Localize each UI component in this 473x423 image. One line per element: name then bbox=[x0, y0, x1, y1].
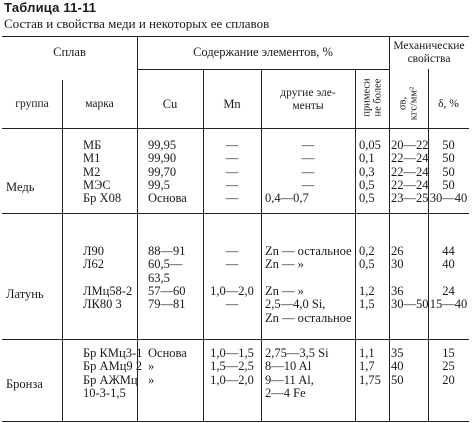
cell-mn: — bbox=[225, 191, 239, 206]
cell-sigma: 30—50 bbox=[391, 297, 429, 312]
col-rule-impurities bbox=[389, 36, 390, 421]
cell-cu: Основа bbox=[148, 191, 187, 206]
cell-impurities: 0,5 bbox=[359, 257, 375, 272]
cell-mn: — bbox=[225, 177, 239, 192]
cell-mn: — bbox=[225, 257, 239, 272]
cell-grade: М1 bbox=[83, 151, 101, 166]
cell-delta: 50 bbox=[442, 177, 455, 192]
cell-other: Zn — остальное bbox=[265, 244, 352, 258]
cell-delta: 50 bbox=[442, 164, 455, 179]
cell-other: 2—4 Fe bbox=[265, 385, 306, 400]
table-top-rule bbox=[2, 36, 469, 37]
cell-impurities: 0,05 bbox=[359, 138, 381, 152]
cell-impurities: 0,3 bbox=[359, 164, 375, 179]
cell-sigma: 22—24 bbox=[391, 177, 429, 192]
group-label: Латунь bbox=[6, 287, 44, 301]
cell-grade: ЛМц58-2 bbox=[83, 283, 133, 298]
group-separator-brass bbox=[2, 339, 469, 340]
cell-cu: 63,5 bbox=[148, 270, 170, 285]
cell-grade: Л90 bbox=[83, 244, 104, 258]
cell-cu: Основа bbox=[148, 346, 187, 360]
cell-mn: 1,0—1,5 bbox=[210, 346, 254, 360]
cell-impurities: 0,5 bbox=[359, 191, 375, 206]
cell-cu: » bbox=[148, 372, 155, 387]
cell-delta: 20 bbox=[442, 372, 455, 387]
header-mn: Mn bbox=[223, 97, 241, 111]
cell-sigma: 26 bbox=[391, 244, 404, 258]
cell-delta: 24 bbox=[442, 283, 455, 298]
header-mech-line1: Механические bbox=[393, 40, 465, 52]
cell-delta: 40 bbox=[442, 257, 455, 272]
header-other-line2: менты bbox=[292, 100, 324, 112]
cell-cu: 99,5 bbox=[148, 177, 170, 192]
header-divider bbox=[137, 69, 389, 70]
cell-delta: 30—40 bbox=[429, 191, 468, 206]
cell-grade: Бр КМц3-1 bbox=[83, 346, 143, 360]
cell-sigma: 50 bbox=[391, 372, 404, 387]
cell-cu: 99,95 bbox=[148, 138, 177, 152]
cell-sigma: 23—25 bbox=[391, 191, 429, 206]
cell-other: — bbox=[301, 164, 315, 179]
cell-mn: — bbox=[225, 244, 239, 258]
cell-sigma: 22—24 bbox=[391, 164, 429, 179]
cell-other: 2,75—3,5 Si bbox=[265, 346, 329, 360]
cell-impurities: 0,5 bbox=[359, 177, 375, 192]
cell-sigma: 36 bbox=[391, 283, 404, 298]
cell-impurities: 1,2 bbox=[359, 283, 375, 298]
group-label: Медь bbox=[6, 180, 35, 194]
cell-grade: 10-3-1,5 bbox=[83, 385, 126, 400]
cell-impurities: 1,75 bbox=[359, 372, 381, 387]
cell-impurities: 1,5 bbox=[359, 297, 375, 312]
cell-other: Zn — остальное bbox=[265, 310, 352, 325]
cell-impurities: 1,7 bbox=[359, 359, 375, 374]
cell-cu: 99,70 bbox=[148, 164, 177, 179]
cell-mn: — bbox=[225, 138, 239, 152]
cell-grade: Л62 bbox=[83, 257, 104, 272]
cell-delta: 25 bbox=[442, 359, 455, 374]
header-impurities-line1: примеси bbox=[361, 78, 372, 117]
table-caption: Состав и свойства меди и некоторых ее сплавов bbox=[4, 16, 270, 31]
cell-cu: 88—91 bbox=[148, 244, 186, 258]
cell-grade: МБ bbox=[83, 138, 102, 152]
cell-sigma: 30 bbox=[391, 257, 404, 272]
header-other-line1: другие эле- bbox=[280, 87, 336, 99]
cell-mn: — bbox=[225, 164, 239, 179]
cell-delta: 15—40 bbox=[429, 297, 468, 312]
cell-other: — bbox=[301, 151, 315, 166]
cell-grade: Бр Х08 bbox=[83, 191, 122, 206]
cell-mn: 1,0—2,0 bbox=[210, 283, 254, 298]
cell-other: 0,4—0,7 bbox=[265, 191, 309, 206]
cell-grade: ЛК80 3 bbox=[83, 297, 122, 312]
header-group: группа bbox=[15, 98, 49, 110]
cell-grade: Бр АЖМц bbox=[83, 372, 138, 387]
cell-cu: 60,5— bbox=[148, 257, 183, 272]
table-bottom-rule bbox=[2, 421, 469, 422]
cell-delta: 15 bbox=[442, 346, 455, 360]
cell-sigma: 20—22 bbox=[391, 138, 429, 152]
header-content: Содержание элементов, % bbox=[193, 45, 333, 59]
group-separator-copper bbox=[2, 213, 469, 214]
cell-mn: — bbox=[225, 297, 239, 312]
cell-grade: Бр АМц9 2 bbox=[83, 359, 143, 374]
cell-grade: М2 bbox=[83, 164, 101, 179]
cell-impurities: 1,1 bbox=[359, 346, 375, 360]
cell-sigma: 22—24 bbox=[391, 151, 429, 166]
cell-other: Zn — » bbox=[265, 283, 304, 298]
col-rule-mn bbox=[261, 69, 262, 421]
header-impurities-line2: не более bbox=[372, 78, 383, 117]
header-sigma-line1: σв, bbox=[397, 96, 408, 111]
cell-impurities: 0,1 bbox=[359, 151, 375, 166]
cell-sigma: 40 bbox=[391, 359, 404, 374]
cell-other: Zn — » bbox=[265, 257, 304, 272]
cell-other: 9—11 Al, bbox=[265, 372, 314, 387]
cell-delta: 44 bbox=[442, 244, 455, 258]
header-delta: δ, % bbox=[438, 98, 459, 110]
table-label: Таблица 11-11 bbox=[4, 0, 97, 15]
cell-other: 8—10 Al bbox=[265, 359, 312, 374]
cell-mn: 1,0—2,0 bbox=[210, 372, 254, 387]
cell-grade: МЭС bbox=[83, 177, 111, 192]
group-label: Бронза bbox=[6, 377, 43, 391]
cell-cu: 57—60 bbox=[148, 283, 186, 298]
cell-mn: — bbox=[225, 151, 239, 166]
cell-cu: 79—81 bbox=[148, 297, 186, 312]
header-cu: Cu bbox=[162, 97, 178, 111]
header-mech-line2: свойства bbox=[407, 53, 451, 65]
header-sigma-line2: кгс/мм² bbox=[408, 86, 419, 121]
cell-delta: 50 bbox=[442, 138, 455, 152]
header-grade: марка bbox=[85, 98, 114, 110]
cell-mn: 1,5—2,5 bbox=[210, 359, 254, 374]
cell-sigma: 35 bbox=[391, 346, 404, 360]
cell-cu: 99,90 bbox=[148, 151, 177, 166]
cell-cu: » bbox=[148, 359, 155, 374]
cell-impurities: 0,2 bbox=[359, 244, 375, 258]
col-rule-other bbox=[355, 69, 356, 421]
header-alloy: Сплав bbox=[53, 45, 86, 59]
cell-other: — bbox=[301, 138, 315, 152]
col-rule-alloy bbox=[62, 80, 63, 421]
cell-other: — bbox=[301, 177, 315, 192]
cell-other: 2,5—4,0 Si, bbox=[265, 297, 326, 312]
cell-delta: 50 bbox=[442, 151, 455, 166]
